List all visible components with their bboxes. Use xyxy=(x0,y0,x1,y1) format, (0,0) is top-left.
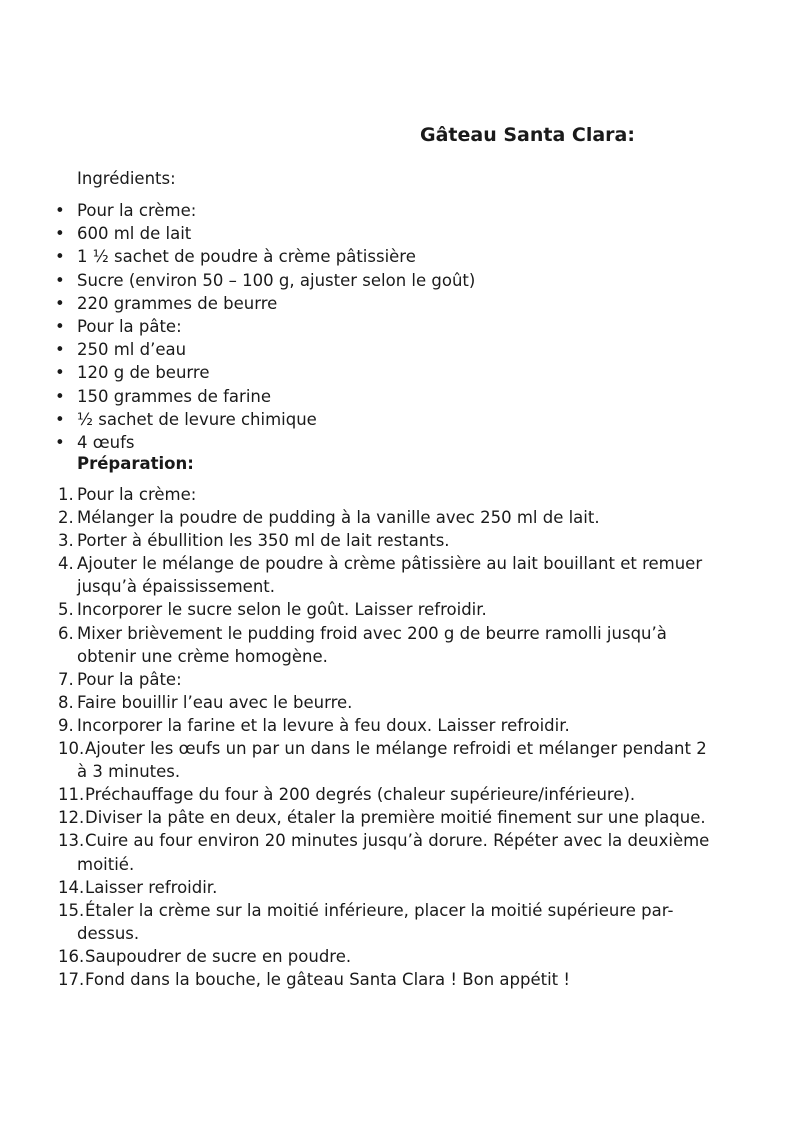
step-number: 13. xyxy=(58,831,85,851)
ingredients-list xyxy=(0,199,475,454)
step-text: Fond dans la bouche, le gâteau Santa Clara ! Bon appétit ! xyxy=(85,969,570,989)
step-text: Laisser refroidir. xyxy=(85,877,218,897)
ingredient-item xyxy=(0,361,475,384)
bullet-icon: • xyxy=(55,386,65,406)
bullet-icon: • xyxy=(55,293,65,313)
ingredient-text: Sucre (environ 50 – 100 g, ajuster selon le goût) xyxy=(77,270,476,290)
step-number: 17. xyxy=(58,969,85,989)
step-number: 1. xyxy=(58,485,74,504)
step-number: 15. xyxy=(58,900,85,920)
ingredient-text: 1 ½ sachet de poudre à crème pâtissière xyxy=(77,247,416,267)
preparation-step xyxy=(0,829,720,875)
step-text: Ajouter le mélange de poudre à crème pâtissière au lait bouillant et remuer jusqu’à épaississement. xyxy=(77,554,703,597)
bullet-icon: • xyxy=(55,247,65,267)
preparation-list xyxy=(0,483,720,991)
step-text: Faire bouillir l’eau avec le beurre. xyxy=(77,692,353,712)
step-number: 7. xyxy=(58,669,74,689)
bullet-icon: • xyxy=(55,433,65,453)
step-number: 11. xyxy=(58,785,85,805)
bullet-icon: • xyxy=(55,409,65,429)
step-text: Diviser la pâte en deux, étaler la première moitié finement sur une plaque. xyxy=(85,808,706,828)
ingredient-item xyxy=(0,431,475,454)
ingredient-item xyxy=(0,315,475,338)
step-text: Pour la pâte: xyxy=(77,669,182,689)
step-text: Cuire au four environ 20 minutes jusqu’à dorure. Répéter avec la deuxième moitié. xyxy=(77,831,710,874)
preparation-step xyxy=(0,806,720,829)
preparation-step xyxy=(0,737,720,783)
step-text: Préchauffage du four à 200 degrés (chaleur supérieure/inférieure). xyxy=(85,785,636,805)
step-text: Mixer brièvement le pudding froid avec 200 g de beurre ramolli jusqu’à obtenir une crème homogène. xyxy=(77,623,667,666)
ingredients-heading: Ingrédients: xyxy=(77,169,176,188)
preparation-step xyxy=(0,783,720,806)
ingredient-item xyxy=(0,408,475,431)
step-number: 9. xyxy=(58,715,74,735)
ingredient-text: 600 ml de lait xyxy=(77,224,192,244)
preparation-step xyxy=(0,714,720,737)
bullet-icon: • xyxy=(55,363,65,383)
ingredient-text: 220 grammes de beurre xyxy=(77,293,278,313)
bullet-icon: • xyxy=(55,270,65,290)
preparation-step xyxy=(0,598,720,621)
step-text: Incorporer la farine et la levure à feu doux. Laisser refroidir. xyxy=(77,715,570,735)
ingredient-text: ½ sachet de levure chimique xyxy=(77,409,317,429)
step-text: Ajouter les œufs un par un dans le mélange refroidi et mélanger pendant 2 à 3 minutes. xyxy=(77,739,707,782)
step-number: 16. xyxy=(58,946,85,966)
bullet-icon: • xyxy=(55,224,65,244)
step-number: 10. xyxy=(58,739,85,759)
preparation-step xyxy=(0,552,720,598)
bullet-icon: • xyxy=(55,340,65,360)
bullet-icon: • xyxy=(55,317,65,337)
preparation-step xyxy=(0,968,720,991)
preparation-heading: Préparation: xyxy=(77,454,194,473)
ingredient-text: 4 œufs xyxy=(77,433,135,453)
step-number: 5. xyxy=(58,600,74,620)
preparation-step xyxy=(0,876,720,899)
ingredient-item xyxy=(0,385,475,408)
ingredient-text: 250 ml d’eau xyxy=(77,340,187,360)
step-text: Incorporer le sucre selon le goût. Laisser refroidir. xyxy=(77,600,487,620)
preparation-step xyxy=(0,691,720,714)
ingredient-item xyxy=(0,338,475,361)
step-number: 3. xyxy=(58,531,74,551)
preparation-step xyxy=(0,668,720,691)
ingredient-text: 120 g de beurre xyxy=(77,363,210,383)
ingredient-text: Pour la pâte: xyxy=(77,317,182,337)
step-number: 12. xyxy=(58,808,85,828)
preparation-step xyxy=(0,622,720,668)
ingredient-item xyxy=(0,245,475,268)
ingredient-item xyxy=(0,269,475,292)
ingredient-item xyxy=(0,222,475,245)
step-text: Saupoudrer de sucre en poudre. xyxy=(85,946,352,966)
preparation-step xyxy=(0,506,720,529)
step-number: 4. xyxy=(58,554,74,574)
step-text: Pour la crème: xyxy=(77,485,197,504)
step-number: 8. xyxy=(58,692,74,712)
step-number: 2. xyxy=(58,508,74,528)
ingredient-text: 150 grammes de farine xyxy=(77,386,272,406)
bullet-icon: • xyxy=(55,201,65,220)
step-text: Étaler la crème sur la moitié inférieure, placer la moitié supérieure par-dessus. xyxy=(77,900,674,943)
recipe-title: Gâteau Santa Clara: xyxy=(420,124,635,146)
step-number: 14. xyxy=(58,877,85,897)
preparation-step xyxy=(0,529,720,552)
ingredient-text: Pour la crème: xyxy=(77,201,197,220)
preparation-step xyxy=(0,483,720,506)
ingredient-item xyxy=(0,292,475,315)
ingredient-item xyxy=(0,199,475,222)
step-number: 6. xyxy=(58,623,74,643)
preparation-step xyxy=(0,945,720,968)
preparation-step xyxy=(0,899,720,945)
step-text: Mélanger la poudre de pudding à la vanille avec 250 ml de lait. xyxy=(77,508,600,528)
step-text: Porter à ébullition les 350 ml de lait restants. xyxy=(77,531,450,551)
